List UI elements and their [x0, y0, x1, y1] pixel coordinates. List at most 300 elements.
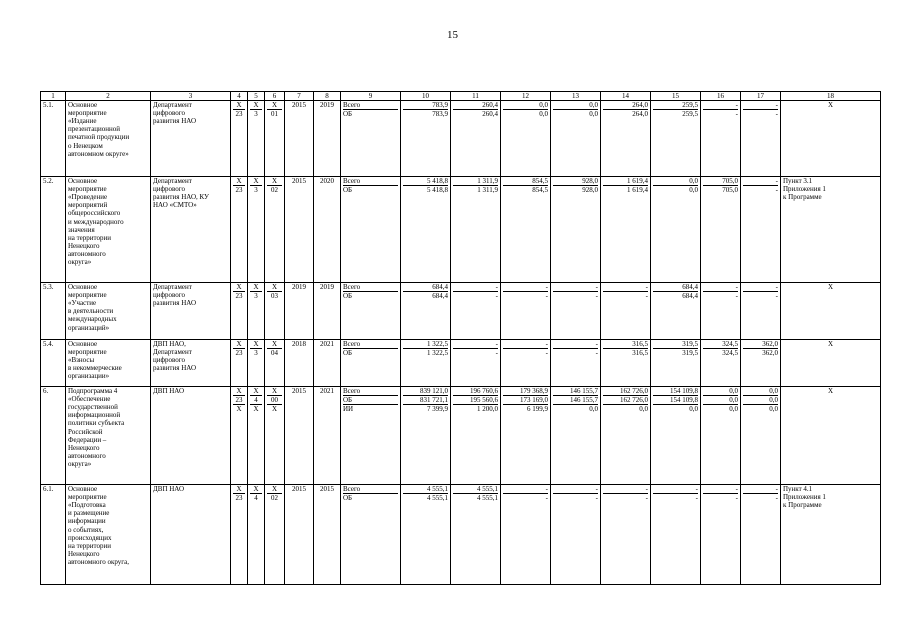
amount-cell-line: 0,0: [743, 387, 778, 396]
amount-cell: [601, 283, 651, 340]
amount-cell-line: 264,0: [603, 101, 648, 110]
amount-cell: [401, 101, 451, 177]
column-header: 5: [248, 92, 265, 101]
code-cell-line: 4: [254, 494, 258, 503]
column-header: 18: [781, 92, 881, 101]
amount-cell-line: 854,5: [503, 177, 548, 186]
amount-cell-line: 831 721,1: [403, 396, 448, 405]
amount-cell-line: -: [703, 101, 738, 110]
note-cell: [781, 101, 881, 177]
code-cell-line: X: [267, 387, 282, 396]
measure-name-line: «Издание: [68, 117, 97, 126]
amount-cell: [601, 485, 651, 585]
code-cell-line: 23: [235, 292, 243, 301]
amount-cell-line: 0,0: [639, 405, 648, 414]
code-cell: [265, 387, 285, 485]
code-cell-line: 00: [267, 396, 282, 405]
note-cell-line: Приложения 1: [783, 493, 826, 502]
executor: [151, 485, 231, 585]
start-year: 2018: [285, 340, 314, 387]
code-cell: [248, 340, 265, 387]
amount-cell-line: -: [495, 349, 498, 358]
amount-cell-line: -: [775, 292, 778, 301]
column-header: 10: [401, 92, 451, 101]
measure-name-line: автономного: [68, 249, 106, 258]
amount-cell-line: 0,0: [703, 387, 738, 396]
note-cell-line: к Программе: [783, 501, 822, 510]
amount-cell-line: -: [703, 485, 738, 494]
column-header: 12: [501, 92, 551, 101]
amount-cell-line: -: [775, 494, 778, 503]
executor: [151, 387, 231, 485]
amount-cell-line: -: [775, 186, 778, 195]
executor-line: ДВП НАО: [153, 485, 185, 494]
executor-line: Департамент: [153, 101, 192, 110]
end-year: 2021: [314, 340, 341, 387]
executor-line: Департамент: [153, 348, 192, 357]
amount-cell: [701, 283, 741, 340]
table-row: [41, 387, 881, 485]
amount-cell-line: 0,0: [589, 405, 598, 414]
measure-name: [66, 177, 151, 283]
amount-cell: [551, 177, 601, 283]
code-cell-line: 3: [254, 292, 258, 301]
measure-name-line: в деятельности: [68, 307, 114, 316]
measure-name-line: на территории: [68, 541, 111, 550]
amount-cell-line: 0,0: [769, 405, 778, 414]
executor-line: ДВП НАО,: [153, 340, 186, 349]
measure-name-line: презентационной: [68, 125, 121, 134]
measure-name-line: «Обеспечение: [68, 395, 111, 404]
amount-cell-line: 260,4: [482, 110, 498, 119]
start-year: 2015: [285, 177, 314, 283]
table-row: [41, 101, 881, 177]
measure-name-line: на территории: [68, 233, 111, 242]
amount-cell-line: -: [695, 494, 698, 503]
code-cell-line: 3: [254, 349, 258, 358]
funding-source: [341, 485, 401, 585]
measure-name-line: о событиях,: [68, 525, 104, 534]
note-cell-line: X: [827, 101, 834, 110]
start-year: 2015: [285, 387, 314, 485]
amount-cell: [501, 387, 551, 485]
code-cell-line: X: [233, 177, 245, 186]
column-header: 7: [285, 92, 314, 101]
row-number: 5.1.: [41, 101, 66, 177]
code-cell-line: 23: [235, 349, 243, 358]
column-header: 13: [551, 92, 601, 101]
code-cell-line: X: [250, 283, 262, 292]
amount-cell-line: 319,5: [682, 349, 698, 358]
code-cell-line: X: [233, 283, 245, 292]
amount-cell-line: 324,5: [703, 340, 738, 349]
code-cell-line: X: [267, 340, 282, 349]
note-cell-line: X: [827, 340, 834, 349]
amount-cell-line: 1 322,5: [403, 340, 448, 349]
amount-cell-line: 154 109,8: [653, 396, 698, 405]
column-header: 2: [66, 92, 151, 101]
code-cell-line: X: [233, 101, 245, 110]
amount-cell-line: 783,9: [432, 110, 448, 119]
column-header: 11: [451, 92, 501, 101]
measure-name-line: округа»: [68, 258, 92, 267]
end-year: 2015: [314, 485, 341, 585]
executor: [151, 101, 231, 177]
amount-cell: [451, 340, 501, 387]
page-number: 15: [447, 29, 458, 41]
row-number: 5.3.: [41, 283, 66, 340]
measure-name-line: Федерации –: [68, 435, 107, 444]
funding-source-line: Всего: [343, 485, 398, 494]
code-cell-line: X: [250, 101, 262, 110]
note-cell-line: Приложения 1: [783, 185, 826, 194]
code-cell-line: X: [253, 405, 259, 414]
amount-cell-line: -: [503, 340, 548, 349]
measure-name-line: значения: [68, 225, 95, 234]
amount-cell-line: 684,4: [653, 283, 698, 292]
amount-cell: [451, 101, 501, 177]
measure-name-line: Российской: [68, 427, 103, 436]
code-cell-line: X: [267, 177, 282, 186]
funding-source-line: ОБ: [343, 494, 353, 503]
amount-cell-line: -: [743, 283, 778, 292]
measure-name: [66, 283, 151, 340]
note-cell-line: X: [827, 283, 834, 292]
amount-cell-line: -: [743, 485, 778, 494]
amount-cell-line: -: [545, 292, 548, 301]
measure-name: [66, 387, 151, 485]
measure-name-line: мероприятие: [68, 109, 107, 118]
amount-cell: [451, 387, 501, 485]
amount-cell-line: 7 399,9: [427, 405, 448, 414]
code-cell-line: 4: [250, 396, 262, 405]
amount-cell-line: 705,0: [722, 186, 738, 195]
note-cell-line: X: [827, 387, 834, 396]
table-row: [41, 340, 881, 387]
amount-cell-line: 0,0: [729, 405, 738, 414]
code-cell: [248, 485, 265, 585]
amount-cell: [601, 101, 651, 177]
code-cell-line: X: [271, 405, 278, 414]
column-header: 8: [314, 92, 341, 101]
funding-source-line: Всего: [343, 177, 398, 186]
measure-name-line: международных: [68, 315, 117, 324]
code-cell: [231, 387, 248, 485]
amount-cell-line: -: [503, 485, 548, 494]
amount-cell-line: -: [553, 283, 598, 292]
amount-cell-line: 0,0: [653, 177, 698, 186]
code-cell: [231, 485, 248, 585]
amount-cell-line: 0,0: [703, 396, 738, 405]
funding-source-line: Всего: [343, 340, 398, 349]
amount-cell: [501, 177, 551, 283]
amount-cell: [401, 340, 451, 387]
amount-cell: [701, 387, 741, 485]
measure-name-line: Ненецкого: [68, 241, 100, 250]
amount-cell-line: 5 418,8: [403, 177, 448, 186]
amount-cell: [741, 485, 781, 585]
amount-cell: [601, 387, 651, 485]
code-cell-line: 04: [271, 349, 278, 358]
amount-cell-line: -: [775, 110, 778, 119]
code-cell: [248, 283, 265, 340]
amount-cell-line: 259,5: [682, 110, 698, 119]
code-cell-line: X: [267, 283, 282, 292]
executor-line: Департамент: [153, 283, 192, 292]
amount-cell-line: 316,5: [632, 349, 648, 358]
measure-name-line: автономном округе»: [68, 149, 129, 158]
measure-name: [66, 340, 151, 387]
amount-cell-line: 362,0: [743, 340, 778, 349]
code-cell-line: X: [267, 485, 282, 494]
measure-name-line: Ненецкого: [68, 443, 100, 452]
column-header: 15: [651, 92, 701, 101]
amount-cell-line: 260,4: [453, 101, 498, 110]
executor-line: развития НАО: [153, 364, 197, 373]
amount-cell-line: 259,5: [653, 101, 698, 110]
executor-line: развития НАО: [153, 117, 197, 126]
row-number: 5.2.: [41, 177, 66, 283]
amount-cell-line: 4 555,1: [477, 494, 498, 503]
code-cell-line: X: [250, 387, 262, 396]
measure-name-line: и международного: [68, 217, 124, 226]
start-year: 2015: [285, 485, 314, 585]
code-cell-line: 01: [271, 110, 278, 119]
code-cell-line: 23: [235, 186, 243, 195]
amount-cell: [551, 283, 601, 340]
executor-line: Департамент: [153, 177, 192, 186]
note-cell: [781, 485, 881, 585]
amount-cell-line: 854,5: [532, 186, 548, 195]
code-cell: [231, 340, 248, 387]
amount-cell-line: 162 726,0: [603, 387, 648, 396]
note-cell-line: к Программе: [783, 193, 822, 202]
code-cell-line: 23: [233, 396, 245, 405]
column-header: 3: [151, 92, 231, 101]
row-number: 6.1.: [41, 485, 66, 585]
amount-cell: [601, 340, 651, 387]
amount-cell-line: 362,0: [762, 349, 778, 358]
amount-cell-line: 179 368,9: [503, 387, 548, 396]
measure-name-line: общероссийского: [68, 209, 121, 218]
funding-source-line: ОБ: [343, 110, 353, 119]
table-row: [41, 177, 881, 283]
amount-cell-line: -: [743, 177, 778, 186]
executor: [151, 340, 231, 387]
amount-cell-line: -: [453, 283, 498, 292]
code-cell-line: X: [233, 387, 245, 396]
measure-name-line: и размещение: [68, 509, 110, 518]
measure-name-line: мероприятие: [68, 348, 107, 357]
code-cell-line: 03: [271, 292, 278, 301]
amount-cell: [451, 485, 501, 585]
code-cell-line: X: [267, 101, 282, 110]
column-header: 17: [741, 92, 781, 101]
measure-name-line: печатной продукции: [68, 133, 130, 142]
amount-cell-line: 0,0: [743, 396, 778, 405]
amount-cell-line: -: [503, 283, 548, 292]
amount-cell-line: 0,0: [689, 186, 698, 195]
amount-cell: [741, 101, 781, 177]
amount-cell-line: 264,0: [632, 110, 648, 119]
measure-name-line: округа»: [68, 459, 92, 468]
funding-source: [341, 101, 401, 177]
amount-cell: [601, 177, 651, 283]
amount-cell-line: -: [595, 292, 598, 301]
measure-name-line: организации»: [68, 372, 110, 381]
measure-name-line: «Проведение: [68, 193, 108, 202]
code-cell-line: X: [236, 405, 242, 414]
amount-cell-line: 146 155,7: [553, 387, 598, 396]
measure-name-line: «Участие: [68, 299, 97, 308]
funding-source: [341, 177, 401, 283]
measure-name-line: Основное: [68, 101, 98, 110]
amount-cell-line: 196 760,6: [453, 387, 498, 396]
amount-cell-line: 4 555,1: [427, 494, 448, 503]
measure-name-line: государственной: [68, 403, 118, 412]
end-year: 2019: [314, 283, 341, 340]
program-table: [40, 91, 881, 585]
code-cell-line: X: [233, 485, 245, 494]
funding-source: [341, 340, 401, 387]
amount-cell-line: -: [743, 101, 778, 110]
measure-name-line: «Взносы: [68, 356, 95, 365]
amount-cell: [741, 283, 781, 340]
amount-cell-line: -: [735, 494, 738, 503]
code-cell-line: X: [250, 177, 262, 186]
code-cell-line: 3: [254, 110, 258, 119]
amount-cell: [451, 283, 501, 340]
amount-cell-line: 1 322,5: [427, 349, 448, 358]
amount-cell: [651, 485, 701, 585]
code-cell: [231, 177, 248, 283]
measure-name: [66, 485, 151, 585]
amount-cell: [501, 485, 551, 585]
end-year: 2021: [314, 387, 341, 485]
measure-name-line: мероприятие: [68, 185, 107, 194]
amount-cell-line: -: [553, 340, 598, 349]
funding-source-line: Всего: [343, 283, 398, 292]
amount-cell: [701, 101, 741, 177]
measure-name-line: автономного: [68, 451, 106, 460]
amount-cell: [501, 340, 551, 387]
code-cell-line: 3: [254, 186, 258, 195]
funding-source: [341, 387, 401, 485]
amount-cell: [651, 177, 701, 283]
code-cell: [265, 283, 285, 340]
measure-name-line: Основное: [68, 177, 98, 186]
measure-name-line: организаций»: [68, 323, 110, 332]
amount-cell-line: 0,0: [553, 101, 598, 110]
start-year: 2015: [285, 101, 314, 177]
measure-name-line: в некоммерческие: [68, 364, 122, 373]
code-cell: [248, 101, 265, 177]
amount-cell: [741, 340, 781, 387]
column-header: 1: [41, 92, 66, 101]
note-cell: [781, 177, 881, 283]
note-cell-line: Пункт 3.1: [783, 177, 813, 186]
amount-cell-line: -: [603, 283, 648, 292]
measure-name-line: политики субъекта: [68, 419, 125, 428]
amount-cell: [401, 485, 451, 585]
code-cell: [231, 101, 248, 177]
measure-name-line: мероприятий: [68, 201, 108, 210]
amount-cell: [401, 177, 451, 283]
measure-name-line: Подпрограмма 4: [68, 387, 118, 396]
amount-cell-line: -: [553, 485, 598, 494]
amount-cell-line: 684,4: [432, 292, 448, 301]
amount-cell: [651, 340, 701, 387]
amount-cell: [701, 340, 741, 387]
amount-cell-line: -: [495, 292, 498, 301]
amount-cell-line: 5 418,8: [427, 186, 448, 195]
code-cell: [265, 485, 285, 585]
funding-source: [341, 283, 401, 340]
amount-cell-line: 162 726,0: [603, 396, 648, 405]
funding-source-line: Всего: [343, 101, 398, 110]
column-header: 14: [601, 92, 651, 101]
measure-name-line: происходящих: [68, 533, 112, 542]
amount-cell-line: -: [595, 349, 598, 358]
executor-line: развития НАО: [153, 299, 197, 308]
row-number: 5.4.: [41, 340, 66, 387]
executor-line: развития НАО, КУ: [153, 193, 209, 202]
executor-line: НАО «СМТО»: [153, 201, 197, 210]
measure-name: [66, 101, 151, 177]
measure-name-line: Основное: [68, 283, 98, 292]
code-cell: [265, 101, 285, 177]
code-cell: [265, 177, 285, 283]
amount-cell: [551, 485, 601, 585]
funding-source-line: ОБ: [343, 349, 353, 358]
measure-name-line: Ненецкого: [68, 549, 100, 558]
executor: [151, 177, 231, 283]
amount-cell-line: 1 311,9: [477, 186, 498, 195]
executor: [151, 283, 231, 340]
note-cell-line: Пункт 4.1: [783, 485, 813, 494]
amount-cell-line: 1 619,4: [603, 177, 648, 186]
amount-cell-line: 154 109,8: [653, 387, 698, 396]
amount-cell-line: 705,0: [703, 177, 738, 186]
amount-cell-line: 1 311,9: [453, 177, 498, 186]
funding-source-line: Всего: [343, 387, 398, 396]
column-header: 6: [265, 92, 285, 101]
amount-cell-line: -: [545, 494, 548, 503]
amount-cell: [741, 387, 781, 485]
amount-cell-line: 839 121,0: [403, 387, 448, 396]
amount-cell-line: 0,0: [589, 110, 598, 119]
column-header: 16: [701, 92, 741, 101]
amount-cell: [551, 101, 601, 177]
amount-cell-line: -: [645, 494, 648, 503]
row-number: 6.: [41, 387, 66, 485]
amount-cell-line: 4 555,1: [403, 485, 448, 494]
code-cell: [265, 340, 285, 387]
amount-cell: [651, 387, 701, 485]
amount-cell-line: 0,0: [689, 405, 698, 414]
measure-name-line: Основное: [68, 340, 98, 349]
amount-cell-line: 316,5: [603, 340, 648, 349]
code-cell: [231, 283, 248, 340]
code-cell-line: X: [250, 485, 262, 494]
note-cell: [781, 387, 881, 485]
measure-name-line: информационной: [68, 411, 121, 420]
amount-cell-line: 928,0: [553, 177, 598, 186]
table-row: [41, 485, 881, 585]
code-cell-line: 23: [235, 110, 243, 119]
executor-line: цифрового: [153, 185, 185, 194]
code-cell-line: 23: [235, 494, 243, 503]
